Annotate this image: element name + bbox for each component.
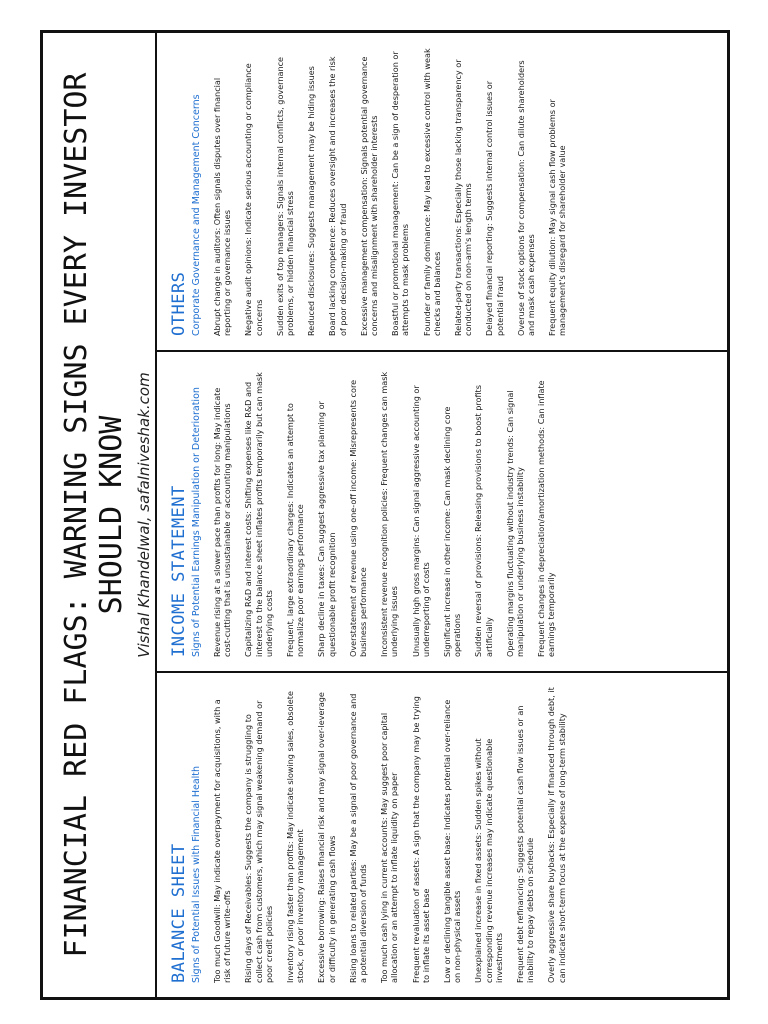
flag-item: Overuse of stock options for compensation: Can dilute shareholders and mask cash expenses [515, 60, 537, 336]
flag-item: Reduced disclosures: Suggests management may be hiding issues [306, 66, 317, 336]
flag-item: Abrupt change in auditors: Often signals disputes over financial reporting or governance issues [212, 77, 233, 336]
flag-item: Frequent revaluation of assets: A sign that the company may be trying to inflate its asset base [410, 696, 431, 983]
flag-item: Founder or family dominance: May lead to excessive control with weak checks and balances [421, 48, 442, 336]
flag-list [212, 687, 567, 983]
flag-item: Sudden reversal of provisions: Releasing provisions to boost profits artificially [473, 385, 494, 657]
balance-sheet-column [157, 673, 729, 997]
flag-item: Sharp decline in taxes: Can suggest aggressive tax planning or questionable profit recognition [316, 401, 337, 657]
flag-item: Too much cash lying in current accounts: May suggest poor capital allocation or an attempt to inflate liquidity on paper [379, 712, 400, 983]
flag-item: Related-party transactions: Especially those lacking transparency or conducted on non-arm's length terms [453, 59, 474, 336]
flag-item: Frequent debt refinancing: Suggests potential cash flow issues or an inability to repay debts on schedule [515, 705, 536, 983]
red-flags-sheet [40, 30, 730, 1000]
flag-item: Too much Goodwill: May indicate overpayment for acquisitions, with a risk of future write-offs [212, 699, 233, 983]
flag-item: Frequent, large extraordinary charges: Indicates an attempt to normalize poor earnings performance [285, 403, 306, 657]
rotated-content [43, 33, 727, 997]
flag-item: Negative audit opinions: Indicate serious accounting or compliance concerns [243, 63, 264, 336]
flag-item: Unusually high gross margins: Can signal aggressive accounting or underreporting of costs [410, 385, 431, 657]
flag-list [212, 47, 568, 336]
income-statement-column [157, 352, 729, 673]
flag-item: Excessive borrowing: Raises financial risk and may signal over-leverage or difficulty in generating cash flows [316, 692, 337, 983]
flag-item: Overly aggressive share buybacks: Especially if financed through debt, it can indicate short-term focus at the expense of long-term stability [546, 687, 567, 983]
author-credit: Vishal Khandelwal, safalniveshak.com [135, 372, 153, 658]
flag-item: Frequent changes in depreciation/amortization methods: Can inflate earnings temporarily [536, 380, 557, 657]
flag-item: Low or declining tangible asset base: Indicates potential over-reliance on non-physical assets [442, 699, 463, 983]
others-column [157, 33, 729, 352]
flag-item: Delayed financial reporting: Suggests internal control issues or potential fraud [484, 80, 505, 336]
flags-table [155, 33, 729, 997]
page-title: FINANCIAL RED FLAGS: WARNING SIGNS EVERY INVESTOR SHOULD KNOW [59, 72, 129, 958]
flag-item: Sudden exits of top managers: Signals internal conflicts, governance problems, or hidden financial stress [274, 56, 296, 336]
column-subtitle: Signs of Potential Issues with Financial Health [191, 765, 202, 983]
flag-item: Operating margins fluctuating without industry trends: Can signal manipulation or underlying business instability [504, 390, 526, 657]
column-title: OTHERS [169, 271, 189, 336]
flag-item: Overstatement of revenue using one-off income: Misrepresents core business performance [347, 379, 369, 657]
header [43, 33, 155, 997]
flag-item: Board lacking competence: Reduces oversight and increases the risk of poor decision-making or fraud [327, 56, 348, 336]
flag-item: Revenue rising at a slower pace than profits for long: May indicate cost-cutting that is unsustainable or accounting manipulations [212, 387, 233, 657]
flag-item: Inventory rising faster than profits: May indicate slowing sales, obsolete stock, or poor inventory management [285, 691, 306, 983]
flag-item: Frequent equity dilution: May signal cash flow problems or management's disregard for shareholder value [547, 99, 568, 336]
column-subtitle: Signs of Potential Earnings Manipulation or Deterioration [191, 387, 202, 657]
flag-item: Rising loans to related parties: May be a signal of poor governance and a potential diversion of funds [347, 693, 369, 983]
flag-item: Excessive management compensation: Signals potential governance concerns and misalignment with shareholder interests [358, 56, 380, 336]
flag-item: Rising days of Receivables: Suggests the company is struggling to collect cash from customers, which may signal weakening demand or poor credit policies [243, 700, 274, 983]
column-subtitle: Corporate Governance and Management Concerns [191, 94, 202, 336]
flag-item: Unexplained increase in fixed assets: Sudden spikes without corresponding revenue increases may indicate questionable investments [473, 738, 504, 983]
flag-item: Significant increase in other income: Can mask declining core operations [442, 406, 463, 657]
flag-item: Boastful or promotional management: Can be a sign of desperation or attempts to mask problems [390, 51, 411, 336]
flag-item: Capitalizing R&D and interest costs: Shifting expenses like R&D and interest to the balance sheet inflates profits temporarily but can mask underlying costs [243, 372, 274, 657]
flag-list [212, 366, 557, 657]
flag-item: Inconsistent revenue recognition policies: Frequent changes can mask underlying issues [379, 371, 400, 657]
column-title: BALANCE SHEET [169, 843, 189, 983]
column-title: INCOME STATEMENT [169, 485, 189, 657]
